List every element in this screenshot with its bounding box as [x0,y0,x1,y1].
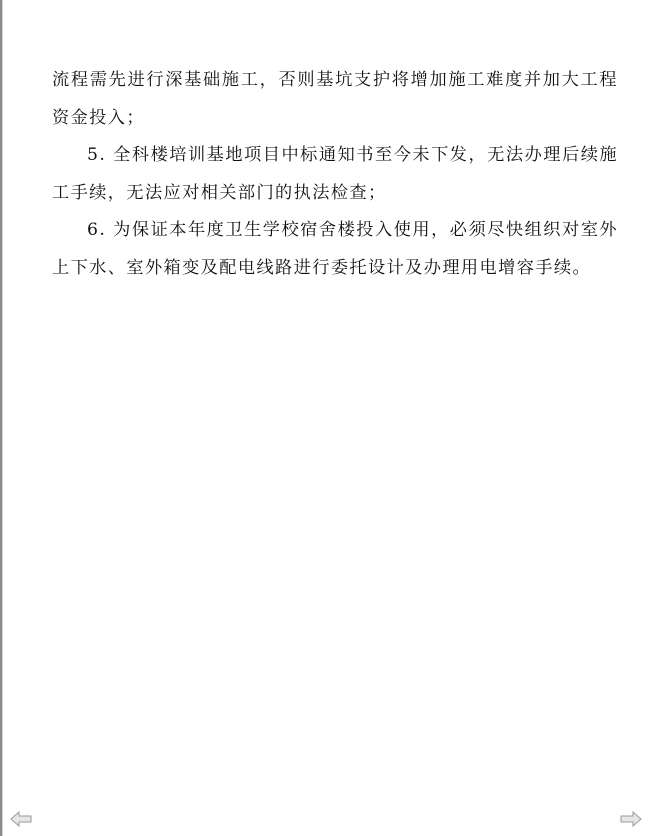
paragraph-continuation: 流程需先进行深基础施工，否则基坑支护将增加施工难度并加大工程资金投入； [52,70,618,128]
next-page-button[interactable] [620,810,642,828]
paragraph-item-5: 5. 全科楼培训基地项目中标通知书至今未下发，无法办理后续施工手续，无法应对相关部门的执法检查； [52,145,618,203]
arrow-left-icon [10,810,32,828]
page-body [52,62,618,288]
document-page [3,0,652,836]
paragraph-item-6: 6. 为保证本年度卫生学校宿舍楼投入使用，必须尽快组织对室外上下水、室外箱变及配电线路进行委托设计及办理用电增容手续。 [52,220,618,278]
prev-page-button[interactable] [10,810,32,828]
arrow-right-icon [620,810,642,828]
